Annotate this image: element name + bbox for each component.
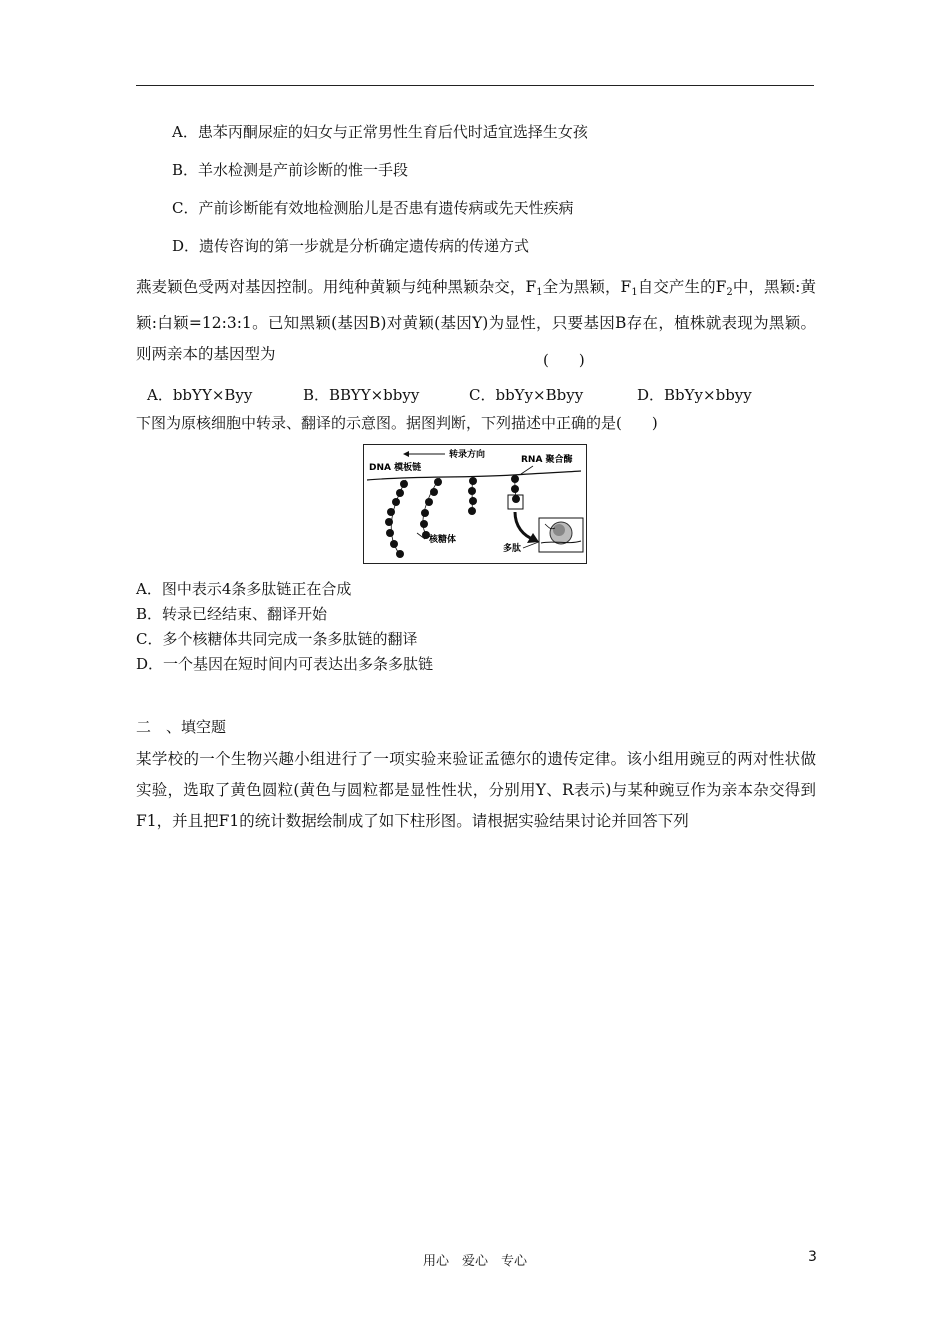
prev-option-a: A．患苯丙酮尿症的妇女与正常男性生育后代时适宜选择生女孩 (172, 123, 588, 141)
transcription-figure (363, 444, 587, 564)
oat-answer-bracket: ( ) (543, 351, 585, 369)
section-title: 二 、填空题 (136, 718, 227, 736)
label-direction: 转录方向 (449, 450, 486, 460)
label-rna-pol: RNA 聚合酶 (521, 455, 573, 465)
label-dna: DNA 模板链 (369, 463, 422, 473)
oat-option-a: A．bbYY×Byy (147, 386, 253, 404)
oat-option-c: C．bbYy×Bbyy (469, 386, 584, 404)
fill-question-stem: 某学校的一个生物兴趣小组进行了一项实验来验证孟德尔的遗传定律。该小组用豌豆的两对性状做实验，选取了黄色圆粒(黄色与圆粒都是显性性状，分别用Y、R表示)与某种豌豆作为亲本杂交得到F1，并且把F1的统计数据绘制成了如下柱形图。请根据实验结果讨论并回答下列 (136, 750, 816, 830)
oat-question-stem: 燕麦颖色受两对基因控制。用纯种黄颖与纯种黑颖杂交，$F_1$全为黑颖，$F_1$自交产生的$F_2$中，黑颖:黄颖:白颖=12:3:1。已知黑颖(基因B)对黄颖(基因Y)为显性，只要基因B存在，植株就表现为黑颖。则两亲本的基因型为 (136, 278, 816, 363)
page-number: 3 (808, 1249, 817, 1265)
oat-option-b: B．BBYY×bbyy (303, 386, 420, 404)
oat-option-d: D．BbYy×bbyy (637, 386, 752, 404)
prev-option-d: D．遗传咨询的第一步就是分析确定遗传病的传递方式 (172, 237, 530, 255)
prev-option-b: B．羊水检测是产前诊断的惟一手段 (172, 161, 409, 179)
prev-option-c: C．产前诊断能有效地检测胎儿是否患有遗传病或先天性疾病 (172, 199, 574, 217)
transcription-option-a: A．图中表示4条多肽链正在合成 (136, 580, 352, 598)
header-rule (136, 85, 814, 86)
label-peptide: 多肽 (503, 544, 522, 554)
transcription-option-b: B．转录已经结束、翻译开始 (136, 605, 328, 623)
transcription-option-c: C．多个核糖体共同完成一条多肽链的翻译 (136, 630, 418, 648)
transcription-stem: 下图为原核细胞中转录、翻译的示意图。据图判断，下列描述中正确的是( ) (136, 414, 658, 432)
transcription-option-d: D．一个基因在短时间内可表达出多条多肽链 (136, 655, 434, 673)
page-footer: 用心 爱心 专心 (422, 1254, 527, 1269)
label-ribosome: 核糖体 (429, 535, 457, 545)
